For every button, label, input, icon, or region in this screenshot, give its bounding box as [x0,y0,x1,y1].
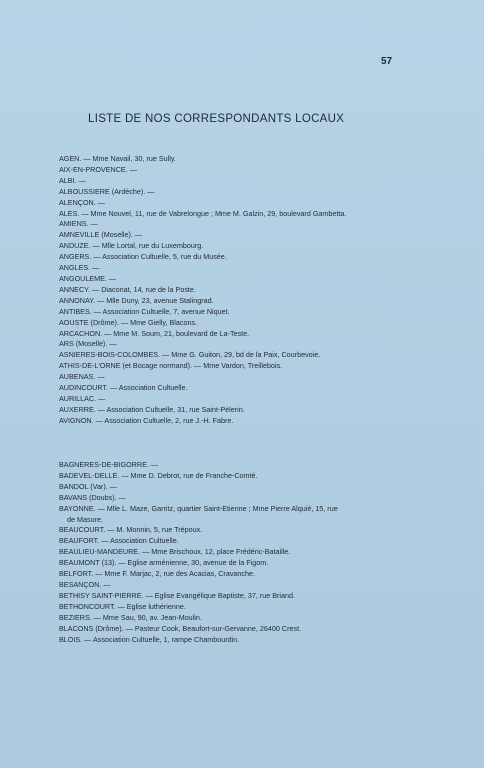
list-item: ANGLES. — [59,263,100,273]
list-item: ANGERS. — Association Cultuelle, 5, rue du Musée. [59,252,227,262]
entry-text: BELFORT. — Mme F. Marjac, 2, rue des Acacias, Cravanche. [59,569,255,579]
entry-text: BETHONCOURT. — Eglise luthérienne. [59,601,186,611]
list-item: ALBOUSSIERE (Ardèche). — [59,186,155,196]
list-item [59,482,459,493]
list-item: ALENÇON. — [59,197,105,207]
entry-text: BAGNERES-DE-BIGORRE. — [59,460,159,469]
list-item: ARCACHON. — Mme M. Soum, 21, boulevard de La-Teste. [59,328,250,338]
entry-text: BANDOL (Var). — [59,481,117,491]
entry-text: BETHISY SAINT-PIERRE. — Eglise Evangélique Baptiste, 37, rue Briand. [59,590,295,600]
entry-text: BLACONS (Drôme). — Pasteur Cook, Beaufort-sur-Gervanne, 26400 Crest. [59,623,302,633]
list-item: AOUSTE (Drôme). — Mme Gielly, Blacons. [59,317,198,327]
list-item: AURILLAC. — [59,393,106,403]
entry-text: BAVANS (Doubs). — [59,492,126,502]
list-item [59,602,459,613]
list-item: ALES. — Mme Nouvel, 11, rue de Vabrelongue ; Mme M. Galzin, 29, boulevard Gambetta. [59,208,347,218]
entry-continuation: de Masure. [67,514,103,524]
list-item: AIX-EN-PROVENCE. — [59,164,137,174]
list-item: AMNEVILLE (Moselle). — [59,230,143,240]
list-item [59,504,459,526]
list-item [59,591,459,602]
correspondents-list-b [59,460,459,645]
list-item [59,547,459,558]
list-item: ALBI. — [59,175,86,185]
page-title: LISTE DE NOS CORRESPONDANTS LOCAUX [88,113,345,125]
list-item [59,525,459,536]
list-item [59,580,459,591]
entry-text: BAYONNE. — Mlle L. Maze, Garritz, quartier Saint-Etienne ; Mme Pierre Alquié, 15, rue [59,503,338,513]
entry-text: BEAUFORT. — Association Cultuelle. [59,536,179,546]
list-item [59,536,459,547]
list-item [59,471,459,482]
list-item: AVIGNON. — Association Cultuelle, 2, rue J.-H. Fabre. [59,415,234,425]
list-item: AUXERRE. — Association Cultuelle, 31, rue Saint-Pèlerin. [59,404,245,414]
list-item: ANDUZE. — Mlle Lortal, rue du Luxembourg. [59,241,204,251]
entry-text: BEAUMONT (13). — Eglise arménienne, 30, avenue de la Figom. [59,558,269,568]
entry-text: BLOIS. — Association Cultuelle, 1, rampe Chambourdin. [59,634,240,644]
list-item: AUDINCOURT. — Association Cultuelle. [59,383,188,393]
list-item: ANGOULEME. — [59,273,117,283]
list-item: ARS (Moselle). — [59,339,117,349]
list-item: ANNONAY. — Mlle Duny, 23, avenue Stalingrad. [59,295,214,305]
list-item [59,635,459,646]
list-item: ASNIERES-BOIS-COLOMBES. — Mme G. Guiton, 29, bd de la Paix, Courbevoie. [59,350,321,360]
entry-text: BESANÇON. — [59,579,111,589]
list-item: ANNECY. — Diaconat, 14, rue de la Poste. [59,284,196,294]
correspondents-list-a [59,154,459,427]
list-item [59,493,459,504]
entry-text: BEAULIEU-MANDEURE. — Mme Brischoux, 12, place Frédéric-Bataille. [59,547,291,557]
list-item: ANTIBES. — Association Cultuelle, 7, avenue Niquet. [59,306,230,316]
list-item [59,460,459,471]
list-item [59,613,459,624]
page-number: 57 [381,56,393,67]
list-item: AGEN. — Mme Navail, 30, rue Sully. [59,154,176,163]
list-item: AUBENAS. — [59,372,105,382]
entry-text: BEAUCOURT. — M. Monnin, 5, rue Trépoux. [59,525,203,535]
list-item [59,569,459,580]
list-item [59,558,459,569]
entry-text: BADEVEL-DELLE. — Mme D. Debrot, rue de Franche-Comté. [59,470,258,480]
entry-text: BEZIERS. — Mme Sau, 90, av. Jean-Moulin. [59,612,202,622]
list-item: ATHIS-DE-L'ORNE (et Bocage normand). — Mme Vardon, Treillebois. [59,361,283,371]
list-item [59,624,459,635]
list-item: AMIENS. — [59,219,98,229]
